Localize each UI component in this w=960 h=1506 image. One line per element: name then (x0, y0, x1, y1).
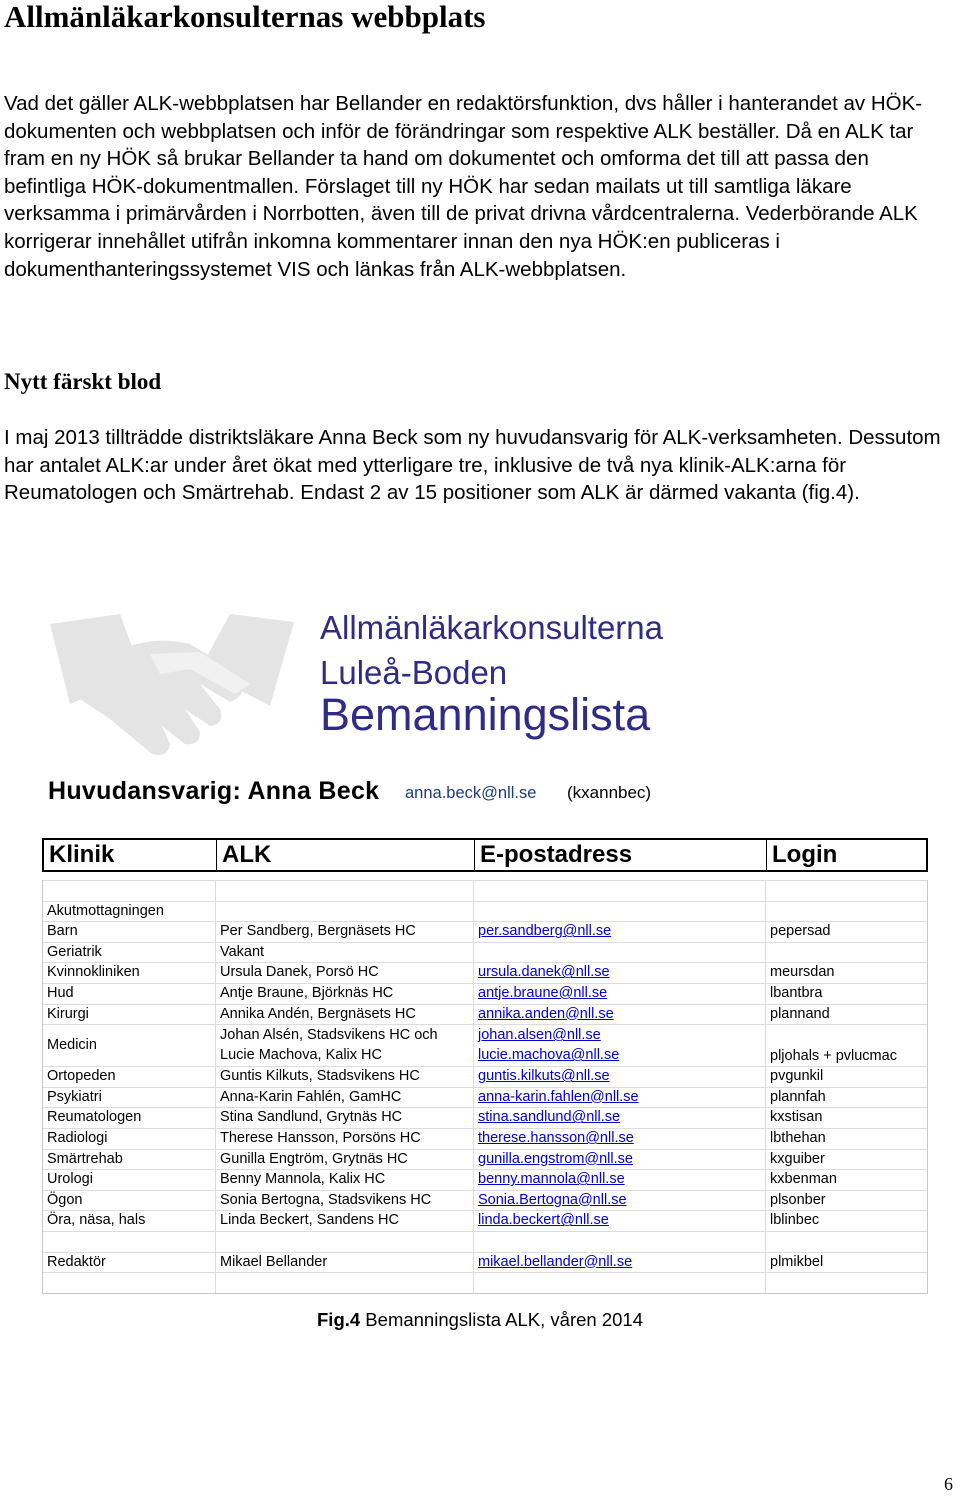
cell-klinik (43, 1150, 215, 1170)
cell-klinik-text: Öra, näsa, hals (47, 1212, 146, 1229)
cell-login (765, 1025, 927, 1066)
table-row (43, 1107, 927, 1128)
cell-email (473, 963, 765, 983)
table-row (43, 1066, 927, 1087)
section-heading: Nytt färskt blod (4, 369, 162, 394)
cell-alk-text: Mikael Bellander (220, 1253, 328, 1270)
caption-text: Bemanningslista ALK, våren 2014 (360, 1309, 643, 1330)
cell-alk (215, 1067, 473, 1087)
cell-email (473, 902, 765, 922)
page-title: Allmänläkarkonsulternas webbplats (4, 0, 486, 34)
cell-alk-text: Stina Sandlund, Grytnäs HC (220, 1109, 403, 1126)
cell-login-text: kxguiber (770, 1150, 825, 1167)
cell-email (473, 984, 765, 1004)
body-paragraph-alk-webbplats: Vad det gäller ALK-webbplatsen har Bellander en redaktörsfunktion, dvs håller i hanterandet av HÖK-dokumenten och webbplatsen och inför de förändringar som respektive ALK beställer. Då en ALK tar fram en ny HÖK så brukar Bellander ta hand om dokumentet och omforma det till att passa den befintliga HÖK-dokumentmallen. Förslaget till ny HÖK har sedan mailats ut till samtliga läkare verksamma i primärvården i Norrbotten, även till de privat drivna vårdcentralerna. Vederbörande ALK korrigerar innehållet utifrån inkomna kommentarer innan den nya HÖK:en publiceras i dokumenthanteringssystemet VIS och länkas från ALK-webbplatsen. (4, 92, 923, 281)
cell-alk-text: Vakant (220, 943, 265, 960)
cell-klinik (43, 1170, 215, 1190)
cell-klinik (43, 922, 215, 942)
cell-email (473, 1150, 765, 1170)
email-link[interactable]: lucie.machova@nll.se (478, 1047, 620, 1064)
cell-alk (215, 1211, 473, 1231)
cell-alk (215, 1088, 473, 1108)
cell-alk (215, 1191, 473, 1211)
responsible-login: (kxannbec) (567, 783, 652, 802)
table-row (43, 962, 927, 983)
staffing-table (42, 838, 928, 1294)
email-link[interactable]: benny.mannola@nll.se (478, 1171, 625, 1188)
cell-login-text: plmikbel (770, 1253, 824, 1270)
table-row (43, 983, 927, 1004)
table-body (42, 880, 928, 1294)
cell-login (765, 1108, 927, 1128)
cell-login (765, 963, 927, 983)
cell-alk (215, 1129, 473, 1149)
cell-alk-text: Sonia Bertogna, Stadsvikens HC (220, 1191, 432, 1208)
cell-alk (215, 1150, 473, 1170)
cell-login-text: pljohals + pvlucmac (770, 1048, 897, 1065)
email-link[interactable]: therese.hansson@nll.se (478, 1129, 634, 1146)
cell-alk (215, 943, 473, 963)
email-link[interactable]: linda.beckert@nll.se (478, 1212, 609, 1229)
cell-alk-text: Anna-Karin Fahlén, GamHC (220, 1088, 402, 1105)
cell-login (765, 1088, 927, 1108)
cell-login-text: lbthehan (770, 1129, 826, 1146)
cell-klinik-text: Medicin (47, 1037, 97, 1054)
cell-alk (215, 963, 473, 983)
email-link[interactable]: johan.alsen@nll.se (478, 1027, 601, 1044)
table-row (43, 1087, 927, 1108)
cell-login (765, 1253, 927, 1273)
cell-alk-text: Therese Hansson, Porsöns HC (220, 1129, 421, 1146)
cell-alk (215, 922, 473, 942)
email-link[interactable]: anna-karin.fahlen@nll.se (478, 1088, 639, 1105)
figure-caption (0, 1309, 960, 1331)
email-link[interactable]: Sonia.Bertogna@nll.se (478, 1191, 627, 1208)
cell-alk (215, 1005, 473, 1025)
cell-alk-text: Gunilla Engtröm, Grytnäs HC (220, 1150, 408, 1167)
cell-login-text: kxbenman (770, 1171, 837, 1188)
cell-klinik (43, 984, 215, 1004)
cell-klinik (43, 1211, 215, 1231)
cell-login (765, 922, 927, 942)
header-login: Login (766, 840, 926, 870)
table-row-editor (43, 1252, 927, 1273)
cell-klinik-text: Reumatologen (47, 1109, 142, 1126)
cell-login-text: meursdan (770, 964, 835, 981)
header-klinik: Klinik (49, 841, 115, 868)
email-link[interactable]: annika.anden@nll.se (478, 1005, 614, 1022)
cell-klinik-text: Radiologi (47, 1129, 108, 1146)
cell-empty (765, 1273, 927, 1293)
cell-empty (43, 1273, 215, 1293)
email-link[interactable]: gunilla.engstrom@nll.se (478, 1150, 633, 1167)
cell-klinik (43, 902, 215, 922)
cell-klinik (43, 1253, 215, 1273)
table-row (43, 1169, 927, 1190)
cell-klinik (43, 1067, 215, 1087)
cell-alk (215, 902, 473, 922)
table-row (43, 901, 927, 922)
cell-klinik-text: Kvinnokliniken (47, 964, 140, 981)
cell-login (765, 984, 927, 1004)
cell-email (473, 1025, 765, 1066)
cell-login (765, 1211, 927, 1231)
email-link[interactable]: antje.braune@nll.se (478, 984, 608, 1001)
cell-login-text: plsonber (770, 1191, 826, 1208)
header-e-postadress: E-postadress (474, 840, 766, 870)
cell-klinik (43, 1108, 215, 1128)
cell-email (473, 1191, 765, 1211)
cell-alk-text: Linda Beckert, Sandens HC (220, 1212, 399, 1229)
cell-login (765, 1150, 927, 1170)
email-link[interactable]: mikael.bellander@nll.se (478, 1253, 633, 1270)
cell-alk (215, 984, 473, 1004)
table-row-spacer (43, 1231, 927, 1252)
cell-klinik-text: Geriatrik (47, 943, 102, 960)
cell-klinik-text: Smärtrehab (47, 1150, 123, 1167)
table-header-row (42, 838, 928, 872)
body-paragraph-nytt-blod: I maj 2013 tillträdde distriktsläkare Anna Beck som ny huvudansvarig för ALK-verksamheten. Dessutom har antalet ALK:ar under året ökat med ytterligare tre, inklusive de två nya klinik-ALK:arna för Reumatologen och Smärtrehab. Endast 2 av 15 positioner som ALK är därmed vakanta (fig.4). (4, 426, 941, 505)
cell-login (765, 943, 927, 963)
cell-email (473, 1211, 765, 1231)
table-row (43, 1004, 927, 1025)
cell-alk-text: Guntis Kilkuts, Stadsvikens HC (220, 1068, 420, 1085)
cell-email-line (478, 1025, 765, 1045)
cell-login (765, 1170, 927, 1190)
cell-klinik (43, 1025, 215, 1066)
cell-login-text: pepersad (770, 923, 831, 940)
cell-login (765, 902, 927, 922)
email-link[interactable]: stina.sandlund@nll.se (478, 1109, 621, 1126)
cell-empty (765, 881, 927, 901)
cell-klinik-text: Ortopeden (47, 1068, 116, 1085)
cell-klinik-text: Hud (47, 984, 74, 1001)
banner-org-name: Allmänläkarkonsulterna (320, 609, 664, 646)
cell-login (765, 1129, 927, 1149)
cell-klinik-text: Akutmottagningen (47, 902, 164, 919)
cell-empty (215, 1273, 473, 1293)
cell-email (473, 1129, 765, 1149)
cell-klinik-text: Psykiatri (47, 1088, 102, 1105)
cell-klinik (43, 963, 215, 983)
cell-alk (215, 1025, 473, 1066)
cell-empty (765, 1232, 927, 1252)
email-link[interactable]: ursula.danek@nll.se (478, 964, 610, 981)
page-number: 6 (944, 1474, 953, 1494)
cell-empty (215, 881, 473, 901)
cell-login (765, 1191, 927, 1211)
cell-email (473, 1253, 765, 1273)
cell-login-text: lblinbec (770, 1212, 820, 1229)
banner-city: Luleå-Boden (320, 654, 508, 691)
table-row (43, 1149, 927, 1170)
cell-alk (215, 1108, 473, 1128)
handshake-icon (50, 614, 294, 764)
cell-empty (473, 1232, 765, 1252)
header-alk: ALK (216, 840, 474, 870)
cell-klinik-text: Redaktör (47, 1253, 106, 1270)
cell-klinik-text: Barn (47, 923, 78, 940)
email-link[interactable]: guntis.kilkuts@nll.se (478, 1068, 610, 1085)
cell-empty (43, 881, 215, 901)
cell-empty (473, 881, 765, 901)
cell-klinik (43, 943, 215, 963)
cell-email (473, 922, 765, 942)
cell-alk-text: Annika Andén, Bergnäsets HC (220, 1005, 416, 1022)
cell-email-line (478, 1045, 765, 1065)
email-link[interactable]: per.sandberg@nll.se (478, 923, 612, 940)
cell-email (473, 1005, 765, 1025)
cell-klinik (43, 1129, 215, 1149)
table-row-spacer (43, 880, 927, 901)
cell-empty (215, 1232, 473, 1252)
cell-empty (473, 1273, 765, 1293)
cell-klinik-text: Urologi (47, 1171, 93, 1188)
cell-email (473, 1108, 765, 1128)
cell-alk (215, 1170, 473, 1190)
cell-klinik (43, 1088, 215, 1108)
cell-klinik-text: Kirurgi (47, 1005, 89, 1022)
cell-alk-text: Antje Braune, Björknäs HC (220, 984, 394, 1001)
cell-alk-line: Johan Alsén, Stadsvikens HC och (220, 1027, 438, 1044)
cell-alk-text: Per Sandberg, Bergnäsets HC (220, 923, 416, 940)
responsible-email[interactable]: anna.beck@nll.se (405, 784, 537, 802)
cell-email (473, 1088, 765, 1108)
cell-login (765, 1005, 927, 1025)
table-row (43, 1210, 927, 1231)
table-row-spacer (43, 1272, 927, 1293)
cell-email (473, 1067, 765, 1087)
cell-email (473, 1170, 765, 1190)
cell-login-text: plannfah (770, 1088, 826, 1105)
cell-klinik (43, 1191, 215, 1211)
banner-title: Bemanningslista (320, 689, 651, 740)
table-row (43, 1024, 927, 1066)
cell-alk-text: Ursula Danek, Porsö HC (220, 964, 379, 981)
table-row (43, 1128, 927, 1149)
cell-alk (215, 1253, 473, 1273)
responsible-label: Huvudansvarig: Anna Beck (48, 777, 380, 805)
cell-alk-text: Benny Mannola, Kalix HC (220, 1171, 386, 1188)
cell-email (473, 943, 765, 963)
cell-login (765, 1067, 927, 1087)
table-row (43, 921, 927, 942)
caption-label: Fig.4 (317, 1309, 361, 1330)
cell-login-text: plannand (770, 1005, 830, 1022)
cell-alk-line: Lucie Machova, Kalix HC (220, 1047, 382, 1064)
table-row (43, 1190, 927, 1211)
cell-klinik (43, 1005, 215, 1025)
cell-login-text: kxstisan (770, 1109, 823, 1126)
cell-klinik-text: Ögon (47, 1191, 83, 1208)
cell-login-text: pvgunkil (770, 1068, 824, 1085)
table-row (43, 942, 927, 963)
cell-empty (43, 1232, 215, 1252)
cell-login-text: lbantbra (770, 984, 823, 1001)
